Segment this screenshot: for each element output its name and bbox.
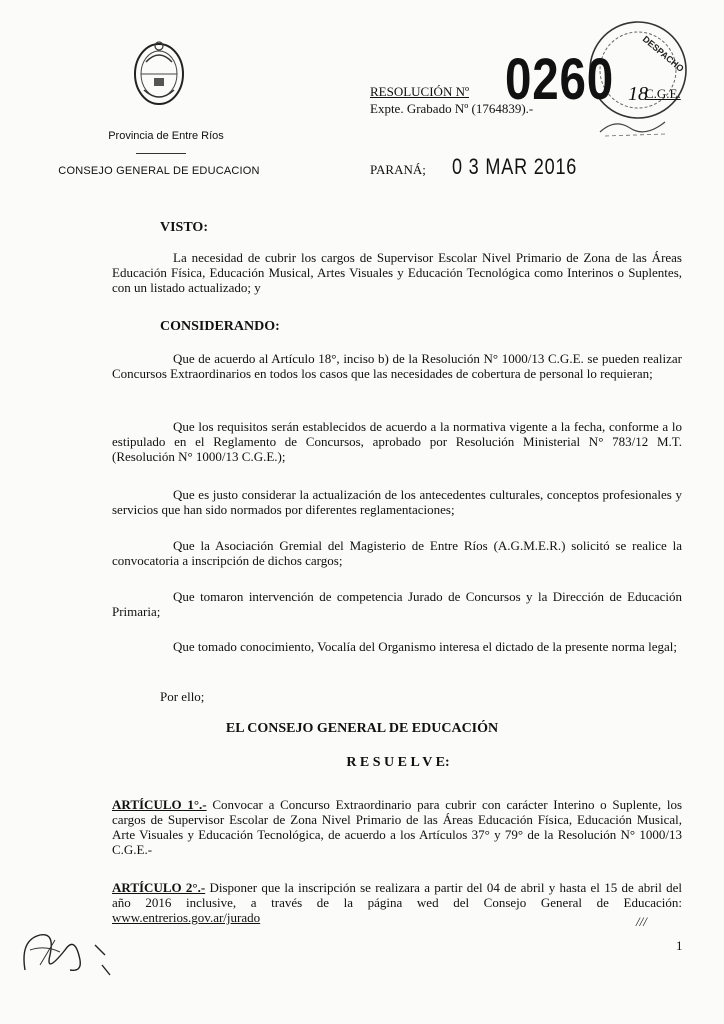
article-2-label: ARTÍCULO 2°.-: [112, 880, 206, 895]
considerando-paragraph: Que los requisitos serán establecidos de acuerdo a la normativa vigente a la fecha, conforme a lo estipulado en el Reglamento de Concursos, aprobado por Resolución Ministerial N° 783/12 M.T. (Resolución N° 1000/13 C.G.E.);: [112, 419, 682, 464]
stamp-signature-icon: [595, 110, 675, 140]
provincial-seal-icon: [132, 38, 186, 108]
considerando-paragraph: Que es justo considerar la actualización de los antecedentes culturales, conceptos profesionales y servicios que han sido normados por diferentes reglamentaciones;: [112, 487, 682, 517]
resolution-date-stamp: 0 3 MAR 2016: [452, 154, 578, 179]
page-number: 1: [676, 938, 683, 953]
resuelve-heading: R E S U E L V E:: [346, 755, 450, 770]
resolution-number: 0260: [505, 47, 615, 112]
article-1-label: ARTÍCULO 1°.-: [112, 797, 207, 812]
considerando-paragraph: Que tomado conocimiento, Vocalía del Organismo interesa el dictado de la presente norma legal;: [173, 639, 677, 654]
visto-heading: VISTO:: [160, 220, 208, 235]
jurado-link[interactable]: www.entrerios.gov.ar/jurado: [112, 910, 261, 925]
visto-paragraph: La necesidad de cubrir los cargos de Supervisor Escolar Nivel Primario de Zona de las Áreas Educación Física, Educación Musical, Artes Visuales y Educación Tecnológica como Interinos o Suplentes, con un listado actualizado; y: [112, 250, 682, 295]
province-name: Provincia de Entre Ríos: [108, 130, 224, 142]
por-ello-text: Por ello;: [160, 689, 205, 704]
council-body-title: EL CONSEJO GENERAL DE EDUCACIÓN: [225, 721, 499, 736]
expediente-number: Expte. Grabado Nº (1764839).-: [370, 101, 534, 116]
considerando-paragraph: Que de acuerdo al Artículo 18°, inciso b) de la Resolución N° 1000/13 C.G.E. se pueden realizar Concursos Extraordinarios en todos los casos que las necesidades de cobertura de personal lo requieran;: [112, 351, 682, 381]
place-label: PARANÁ;: [370, 162, 426, 177]
considerando-paragraph: Que tomaron intervención de competencia Jurado de Concursos y la Dirección de Educación Primaria;: [112, 589, 682, 619]
resolution-suffix: C.G.E.: [645, 86, 681, 101]
article-1-text: Convocar a Concurso Extraordinario para cubrir con carácter Interino o Suplente, los cargos de Supervisor Escolar de Zona Nivel Primario de las Áreas Educación Física, Educación Musical, Arte Visuales y Educación Tecnológica, de acuerdo a los Artículos 37° y 79° de la Resolución N° 1000/13 C.G.E.-: [112, 797, 682, 857]
considerando-heading: CONSIDERANDO:: [160, 319, 280, 334]
handwritten-signature-icon: [10, 910, 120, 990]
continuation-marks: ///: [636, 914, 647, 929]
header-divider: [136, 153, 186, 154]
article-2-text: Disponer que la inscripción se realizara a partir del 04 de abril y hasta el 15 de abril del año 2016 inclusive, a través de la página wed del Consejo General de Educación:: [112, 880, 682, 910]
article-1: [112, 797, 682, 857]
resolution-label: RESOLUCIÓN Nº: [370, 84, 470, 99]
considerando-paragraph: Que la Asociación Gremial del Magisterio de Entre Ríos (A.G.M.E.R.) solicitó se realice la convocatoria a inscripción de dichos cargos;: [112, 538, 682, 568]
council-name: CONSEJO GENERAL DE EDUCACION: [58, 165, 260, 177]
stamp-label: DESPACHO: [640, 33, 686, 74]
resolution-handwritten-number: 18: [628, 83, 648, 105]
article-2: [112, 880, 682, 925]
